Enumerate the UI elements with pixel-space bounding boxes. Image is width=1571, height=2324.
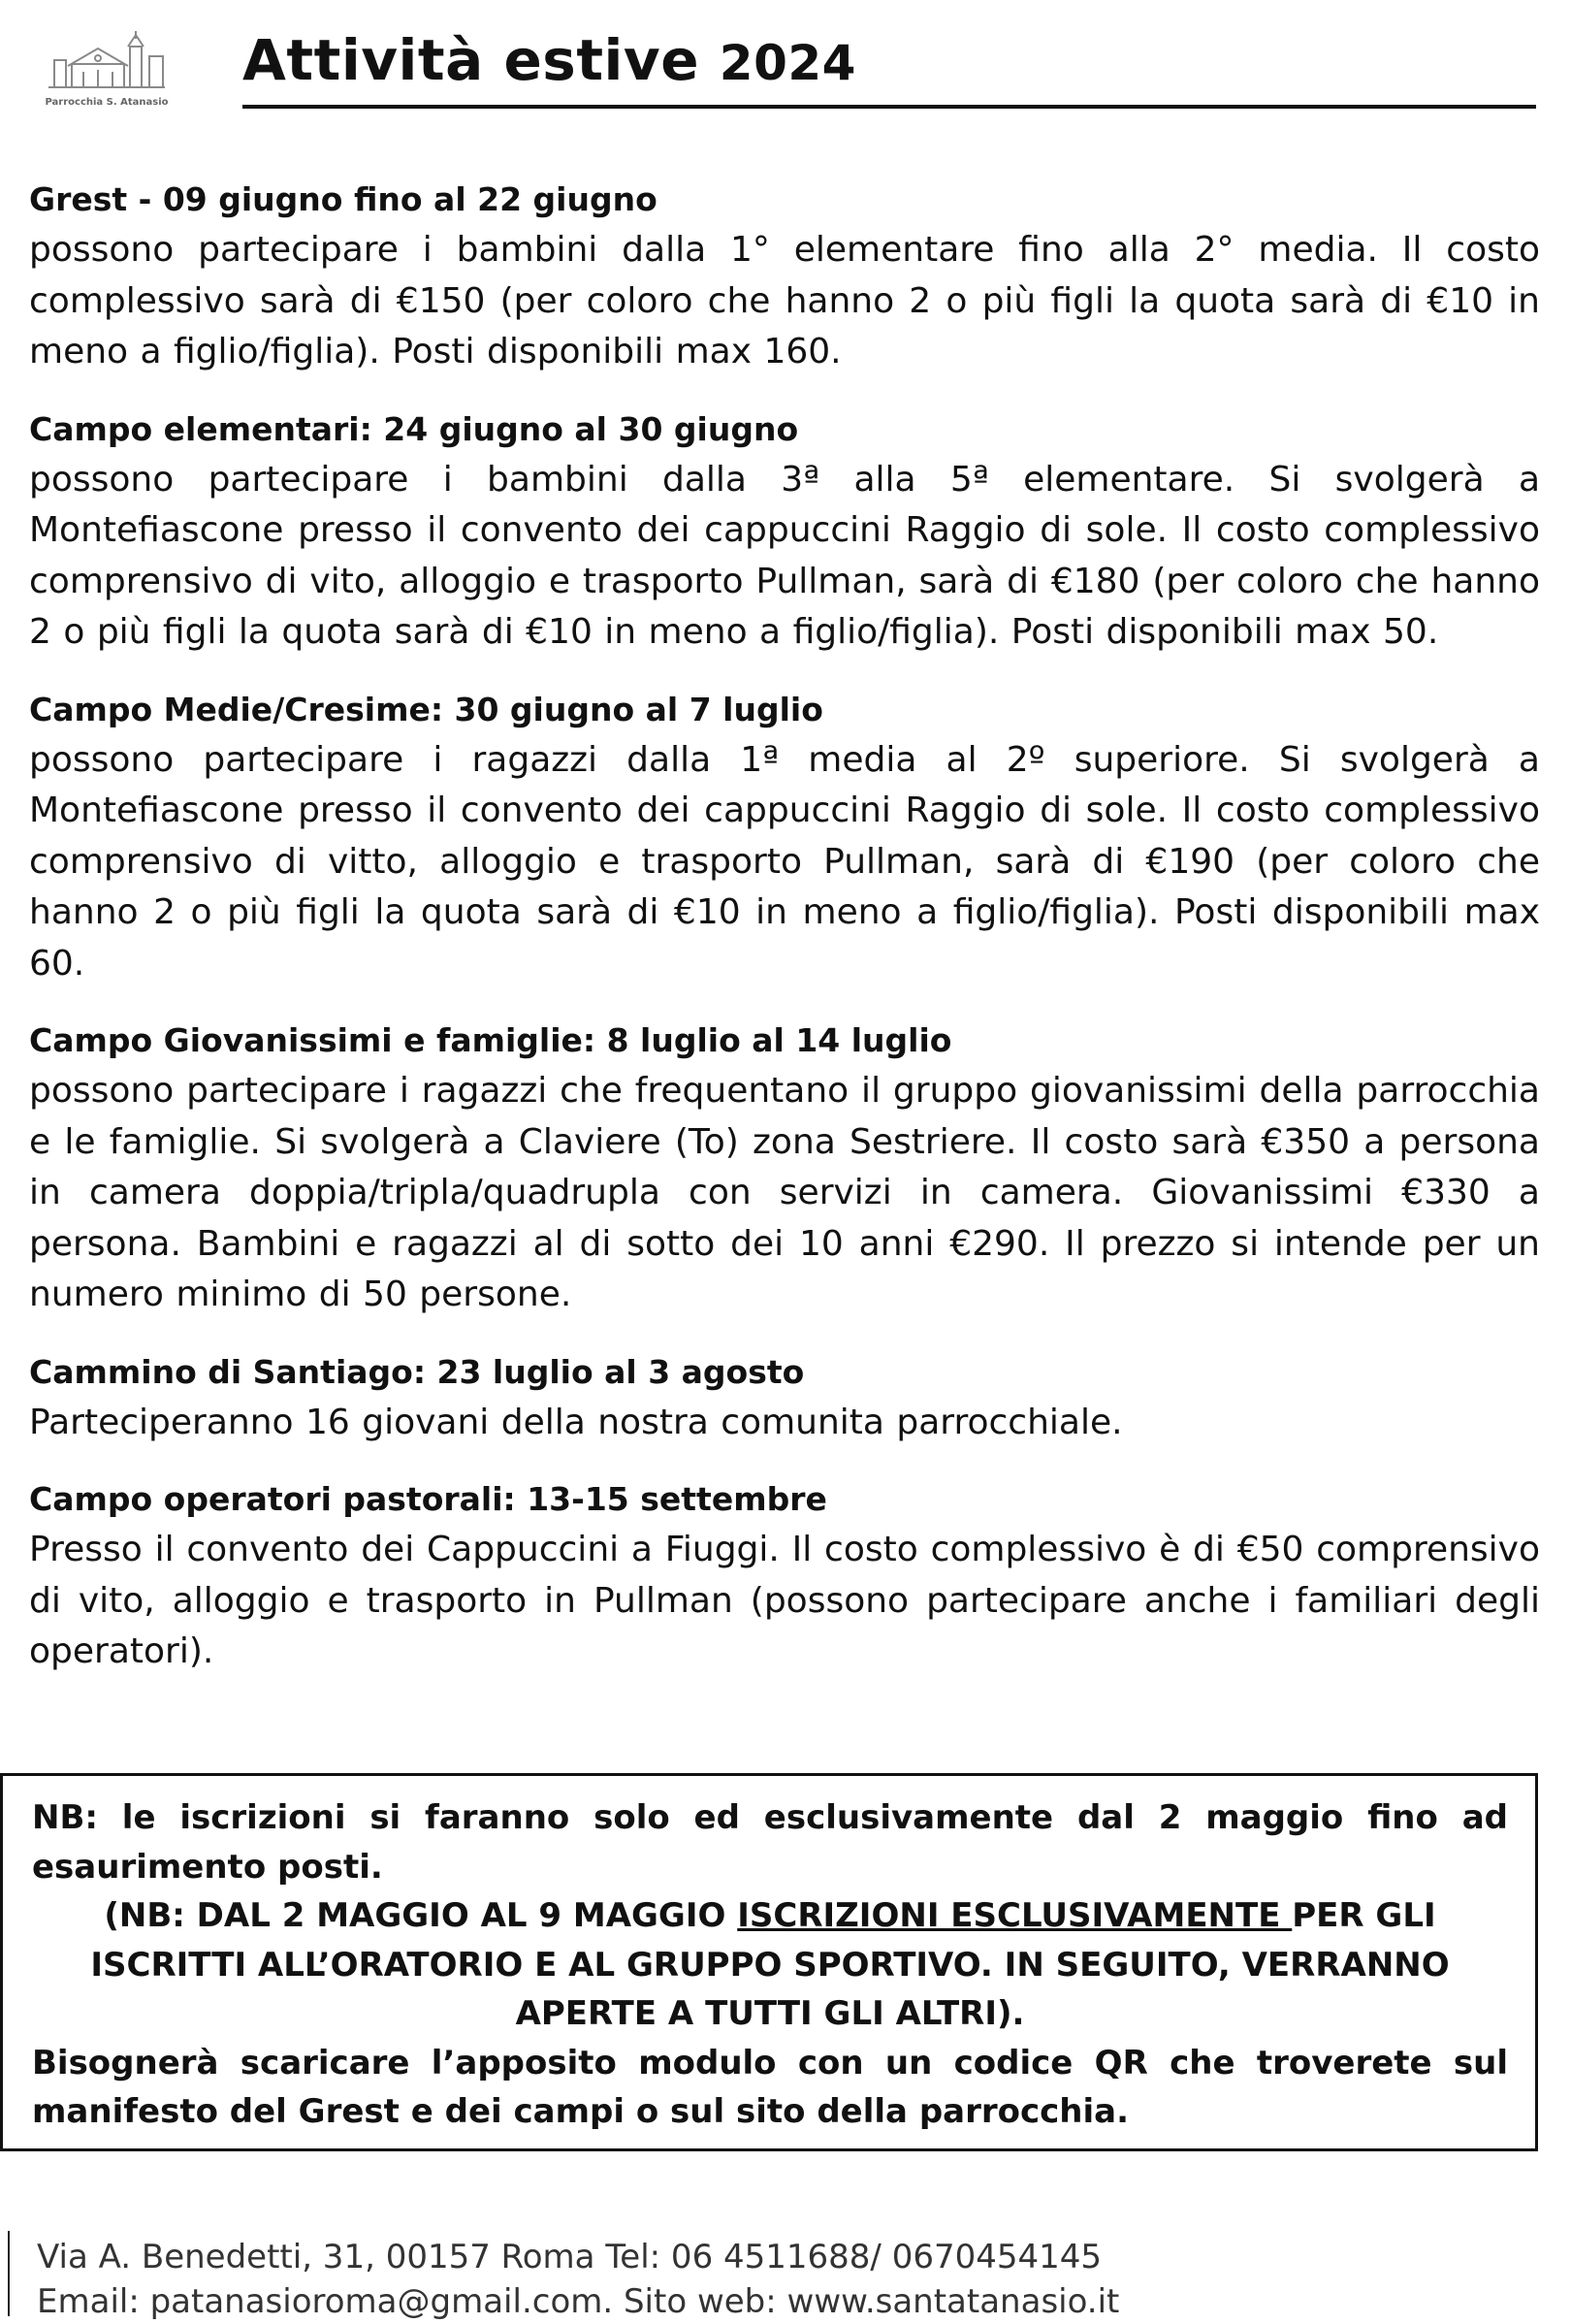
title-text: Attività estive [242,27,700,93]
notice-line-2-start: (NB: DAL 2 MAGGIO AL 9 MAGGIO [104,1896,738,1935]
parish-logo [29,27,184,114]
section-cammino-santiago [29,1347,1540,1449]
footer-divider [8,2231,10,2316]
registration-notice [0,1773,1538,2151]
section-campo-medie-cresime [29,685,1540,990]
notice-line-1: NB: le iscrizioni si faranno solo ed esclusivamente dal 2 maggio fino ad esaurimento posti. [32,1798,1508,1887]
notice-underlined-text: ISCRIZIONI ESCLUSIVAMENTE [737,1896,1293,1935]
section-heading: Campo Giovanissimi e famiglie: 8 luglio al 14 luglio [29,1021,952,1059]
footer-address: Via A. Benedetti, 31, 00157 Roma Tel: 06 4511688/ 0670454145 [37,2238,1103,2276]
section-heading: Campo Medie/Cresime: 30 giugno al 7 luglio [29,690,823,728]
section-body: Presso il convento dei Cappuccini a Fiuggi. Il costo complessivo è di €50 comprensivo di vito, alloggio e trasporto in Pullman (possono partecipare anche i familiari degli operatori). [29,1530,1540,1671]
church-icon [29,27,184,97]
section-campo-giovanissimi [29,1016,1540,1321]
section-body: possono partecipare i bambini dalla 1° elementare fino alla 2° media. Il costo complessivo sarà di €150 (per coloro che hanno 2 o più figli la quota sarà di €10 in meno a figlio/figlia). Posti disponibili max 160. [29,230,1540,371]
notice-line-2-end: PER GLI ISCRITTI ALL’ORATORIO E AL GRUPPO SPORTIVO. IN SEGUITO, VERRANNO APERTE A TUTTI GLI ALTRI). [90,1896,1450,2033]
title-underline [242,105,1536,109]
title-year: 2024 [719,35,856,91]
section-body: Parteciperanno 16 giovani della nostra comunita parrocchiale. [29,1402,1123,1442]
footer [37,2235,1119,2324]
section-body: possono partecipare i ragazzi dalla 1ª media al 2º superiore. Si svolgerà a Montefiascone presso il convento dei cappuccini Raggio di sole. Il costo complessivo comprensivo di vitto, alloggio e trasporto Pullman, sarà di €190 (per coloro che hanno 2 o più figli la quota sarà di €10 in meno a figlio/figlia). Posti disponibili max 60. [29,739,1540,984]
section-body: possono partecipare i ragazzi che frequentano il gruppo giovanissimi della parrocchia e le famiglie. Si svolgerà a Claviere (To) zona Sestriere. Il costo sarà €350 a persona in camera doppia/tripla/quadrupla con servizi in camera. Giovanissimi €330 a persona. Bambini e ragazzi al di sotto dei 10 anni €290. Il prezzo si intende per un numero minimo di 50 persone. [29,1071,1540,1314]
section-campo-elementari [29,404,1540,659]
section-heading: Campo elementari: 24 giugno al 30 giugno [29,409,799,448]
section-campo-operatori [29,1474,1540,1678]
notice-line-2 [32,1891,1508,2039]
section-grest [29,175,1540,378]
footer-contacts: Email: patanasioroma@gmail.com. Sito web: www.santatanasio.it [37,2282,1120,2321]
section-heading: Cammino di Santiago: 23 luglio al 3 agosto [29,1352,805,1391]
section-body: possono partecipare i bambini dalla 3ª alla 5ª elementare. Si svolgerà a Montefiascone presso il convento dei cappuccini Raggio di sole. Il costo complessivo comprensivo di vito, alloggio e trasporto Pullman, sarà di €180 (per coloro che hanno 2 o più figli la quota sarà di €10 in meno a figlio/figlia). Posti disponibili max 50. [29,459,1540,652]
page-title [242,27,856,93]
activities-list [29,175,1540,1704]
section-heading: Grest - 09 giugno fino al 22 giugno [29,180,657,218]
logo-caption: Parrocchia S. Atanasio [45,97,169,108]
section-heading: Campo operatori pastorali: 13-15 settembre [29,1480,827,1518]
notice-line-3: Bisognerà scaricare l’apposito modulo con un codice QR che troverete sul manifesto del Grest e dei campi o sul sito della parrocchia. [32,2043,1508,2131]
